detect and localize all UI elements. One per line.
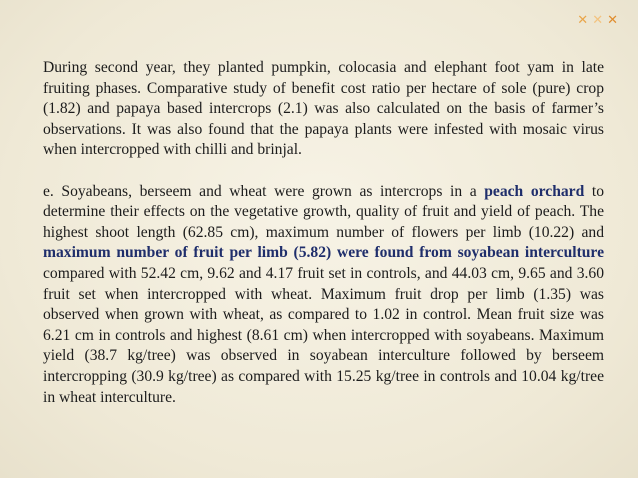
text-run: e. Soyabeans, berseem and wheat were grown as intercrops in a	[43, 182, 485, 200]
slide-body	[43, 58, 604, 408]
x-marks-icon	[577, 14, 618, 27]
paragraph-peach-orchard	[43, 182, 604, 409]
x-mark-icon: ✕	[592, 13, 604, 28]
highlighted-text: peach orchard	[484, 182, 585, 200]
text-run: During second year, they planted pumpkin, colocasia and elephant foot yam in late fruiting phases. Comparative study of benefit cost ratio per hectare of sole (pure) crop (1.82) and papaya based intercrops (2.1) was also calculated on the basis of farmer’s observations. It was also found that the papaya plants were infested with mosaic virus when intercropped with chilli and brinjal.	[43, 59, 604, 159]
text-run: to determine their effects on the vegetative growth, quality of fruit and yield of peach. The highest shoot length (62.85 cm), maximum number of flowers per limb (10.22) and	[43, 182, 604, 241]
x-mark-icon: ✕	[577, 13, 589, 28]
paragraph-papaya-intercrops	[43, 58, 604, 161]
x-mark-icon: ✕	[607, 13, 618, 28]
highlighted-text: maximum number of fruit per limb (5.82) were found from soyabean interculture	[43, 244, 604, 262]
text-run: compared with 52.42 cm, 9.62 and 4.17 fruit set in controls, and 44.03 cm, 9.65 and 3.60 fruit set when intercropped with wheat. Maximum fruit drop per limb (1.35) was observed when grown with wheat, as compared to 1.02 in control. Mean fruit size was 6.21 cm in controls and highest (8.61 cm) when intercropped with soyabeans. Maximum yield (38.7 kg/tree) was observed in soyabean interculture followed by berseem intercropping (30.9 kg/tree) as compared with 15.25 kg/tree in controls and 10.04 kg/tree in wheat interculture.	[43, 264, 604, 406]
